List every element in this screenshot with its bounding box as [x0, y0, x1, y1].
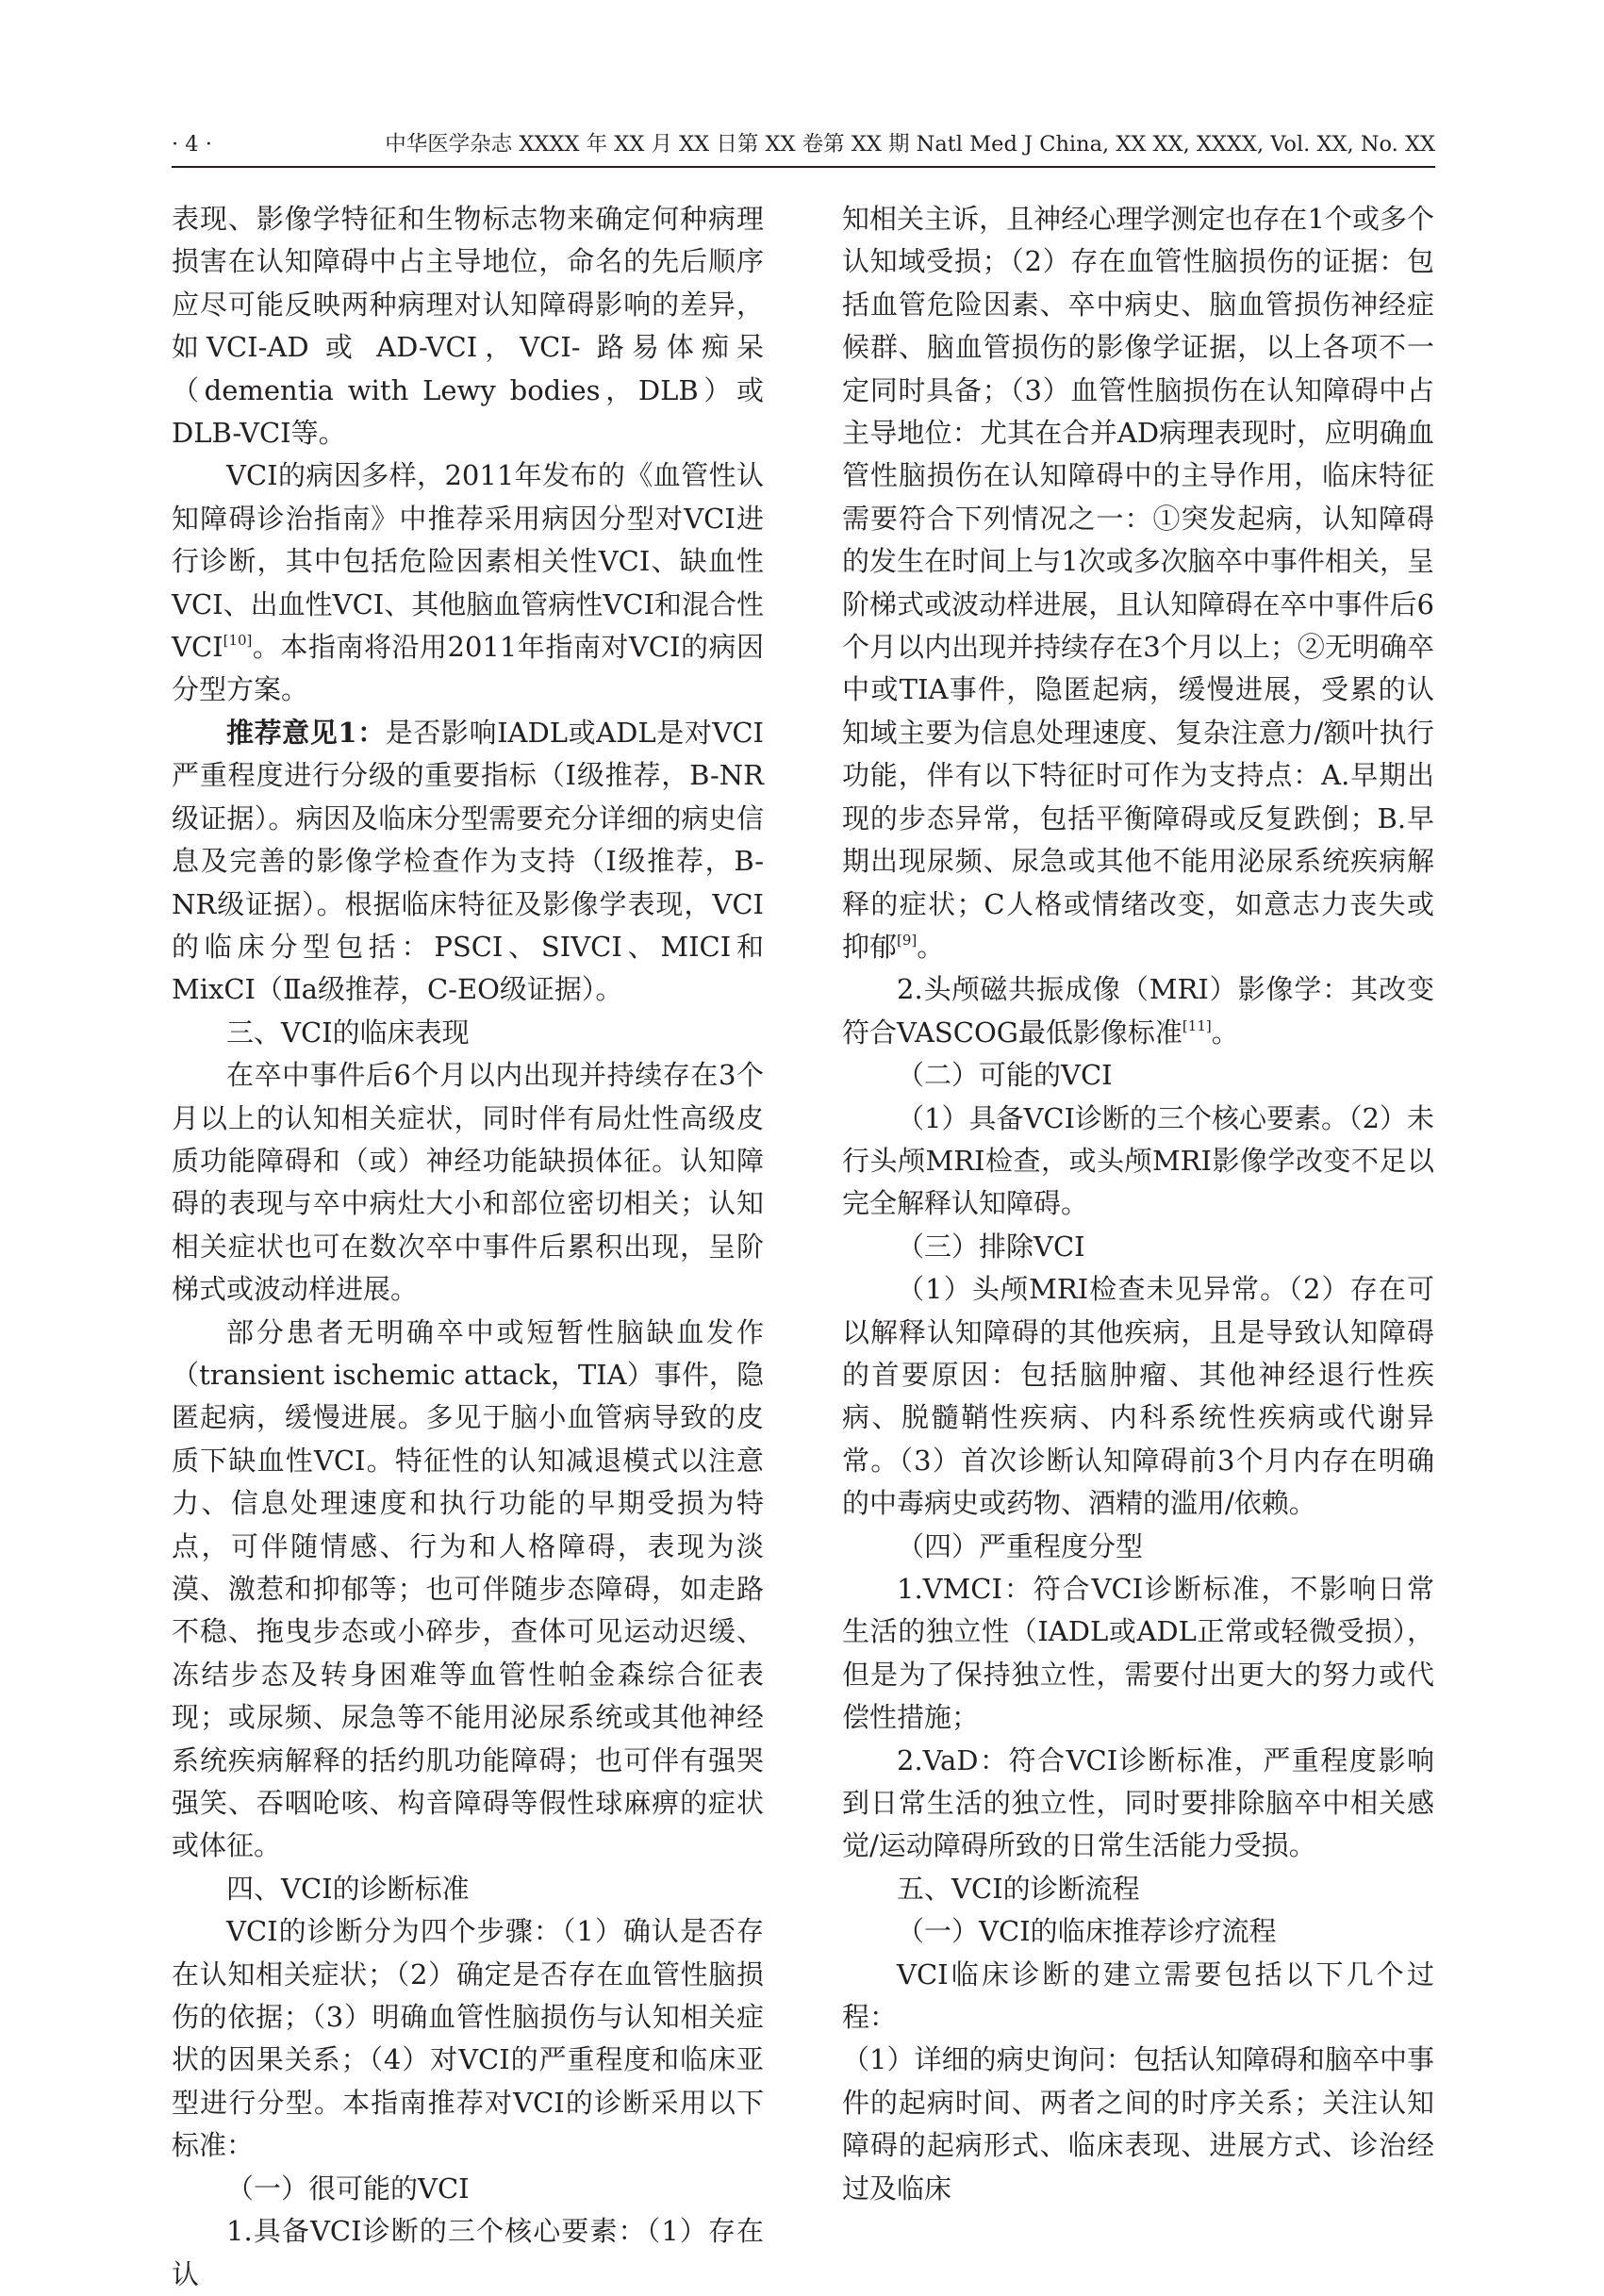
section-heading: 四、VCI的诊断标准 [226, 1872, 470, 1905]
recommendation-label: 推荐意见1： [226, 716, 386, 749]
subsection-heading: （一）VCI的临床推荐诊疗流程 [897, 1915, 1277, 1948]
paragraph: 在卒中事件后6个月以内出现并持续存在3个月以上的认知相关症状，同时伴有局灶性高级皮质功能障碍和（或）神经功能缺损体征。认知障碍的表现与卒中病灶大小和部位密切相关；认知相关症状也可在数次卒中事件后累积出现，呈阶梯式或波动样进展。 [172, 1059, 764, 1306]
citation: [11] [1182, 1016, 1212, 1034]
paragraph: 2.头颅磁共振成像（MRI）影像学：其改变符合VASCOG最低影像标准[11]。 [842, 973, 1434, 1049]
running-header [172, 130, 1435, 168]
paragraph: 表现、影像学特征和生物标志物来确定何种病理损害在认知障碍中占主导地位，命名的先后顺序应尽可能反映两种病理对认知障碍影响的差异，如VCI-AD 或 AD-VCI，VCI- 路易体痴呆（dementia with Lewy bodies，DLB）或DLB-VCI等。 [172, 203, 764, 450]
paragraph: VCI的病因多样，2011年发布的《血管性认知障碍诊治指南》中推荐采用病因分型对VCI进行诊断，其中包括危险因素相关性VCI、缺血性VCI、出血性VCI、其他脑血管病性VCI和混合性VCI[10]。本指南将沿用2011年指南对VCI的病因分型方案。 [172, 459, 764, 706]
paragraph: （1）头颅MRI检查未见异常。（2）存在可以解释认知障碍的其他疾病，且是导致认知障碍的首要原因：包括脑肿瘤、其他神经退行性疾病、脱髓鞘性疾病、内科系统性疾病或代谢异常。（3）首次诊断认知障碍前3个月内存在明确的中毒病史或药物、酒精的滥用/依赖。 [842, 1273, 1434, 1520]
paragraph: VCI的诊断分为四个步骤：（1）确认是否存在认知相关症状；（2）确定是否存在血管性脑损伤的依据；（3）明确血管性脑损伤与认知相关症状的因果关系；（4）对VCI的严重程度和临床亚型进行分型。本指南推荐对VCI的诊断采用以下标准： [172, 1915, 764, 2162]
subsection-heading: （四）严重程度分型 [897, 1529, 1144, 1562]
journal-citation: 中华医学杂志 XXXX 年 XX 月 XX 日第 XX 卷第 XX 期 Natl Med J China, XX XX, XXXX, Vol. XX, No. XX [385, 132, 1435, 157]
subsection-heading: （三）排除VCI [897, 1230, 1085, 1263]
paragraph: VCI临床诊断的建立需要包括以下几个过程： [842, 1957, 1434, 2034]
paragraph: （1）详细的病史询问：包括认知障碍和脑卒中事件的起病时间、两者之间的时序关系；关注认知障碍的起病形式、临床表现、进展方式、诊治经过及临床 [842, 2043, 1434, 2205]
right-column [842, 198, 1434, 2210]
paragraph: 2.VaD：符合VCI诊断标准，严重程度影响到日常生活的独立性，同时要排除脑卒中相关感觉/运动障碍所致的日常生活能力受损。 [842, 1743, 1434, 1862]
paragraph: 部分患者无明确卒中或短暂性脑缺血发作（transient ischemic attack，TIA）事件，隐匿起病，缓慢进展。多见于脑小血管病导致的皮质下缺血性VCI。特征性的认知减退模式以注意力、信息处理速度和执行功能的早期受损为特点，可伴随情感、行为和人格障碍，表现为淡漠、激惹和抑郁等；也可伴随步态障碍，如走路不稳、拖曳步态或小碎步，查体可见运动迟缓、冻结步态及转身困难等血管性帕金森综合征表现；或尿频、尿急等不能用泌尿系统或其他神经系统疾病解释的括约肌功能障碍；也可伴有强哭强笑、吞咽呛咳、构音障碍等假性球麻痹的症状或体征。 [172, 1315, 764, 1862]
citation: [9] [897, 931, 918, 949]
paragraph: 1.VMCI：符合VCI诊断标准，不影响日常生活的独立性（IADL或ADL正常或轻微受损），但是为了保持独立性，需要付出更大的努力或代偿性措施； [842, 1573, 1434, 1734]
section-heading: 三、VCI的临床表现 [226, 1016, 470, 1049]
section-heading: 五、VCI的诊断流程 [897, 1872, 1140, 1905]
recommendation-paragraph: 推荐意见1：是否影响IADL或ADL是对VCI严重程度进行分级的重要指标（Ⅰ级推荐，B-NR级证据）。病因及临床分型需要充分详细的病史信息及完善的影像学检查作为支持（Ⅰ级推荐，B-NR级证据）。根据临床特征及影像学表现，VCI的临床分型包括：PSCI、SIVCI、MICI和MixCI（Ⅱa级推荐，C-EO级证据）。 [172, 716, 764, 1006]
subsection-heading: （一）很可能的VCI [226, 2172, 470, 2205]
paragraph: （1）具备VCI诊断的三个核心要素。（2）未行头颅MRI检查，或头颅MRI影像学改变不足以完全解释认知障碍。 [842, 1101, 1434, 1220]
page-number: · 4 · [172, 132, 212, 157]
subsection-heading: （二）可能的VCI [897, 1059, 1113, 1092]
paragraph: 知相关主诉，且神经心理学测定也存在1个或多个认知域受损；（2）存在血管性脑损伤的证据：包括血管危险因素、卒中病史、脑血管损伤神经症候群、脑血管损伤的影像学证据，以上各项不一定同时具备；（3）血管性脑损伤在认知障碍中占主导地位：尤其在合并AD病理表现时，应明确血管性脑损伤在认知障碍中的主导作用，临床特征需要符合下列情况之一：①突发起病，认知障碍的发生在时间上与1次或多次脑卒中事件相关，呈阶梯式或波动样进展，且认知障碍在卒中事件后6个月以内出现并持续存在3个月以上；②无明确卒中或TIA事件，隐匿起病，缓慢进展，受累的认知域主要为信息处理速度、复杂注意力/额叶执行功能，伴有以下特征时可作为支持点：A.早期出现的步态异常，包括平衡障碍或反复跌倒；B.早期出现尿频、尿急或其他不能用泌尿系统疾病解释的症状；C人格或情绪改变，如意志力丧失或抑郁[9]。 [842, 203, 1434, 963]
paragraph: 1.具备VCI诊断的三个核心要素：（1）存在认 [172, 2215, 764, 2290]
left-column [172, 198, 764, 2296]
citation: [10] [223, 632, 253, 650]
